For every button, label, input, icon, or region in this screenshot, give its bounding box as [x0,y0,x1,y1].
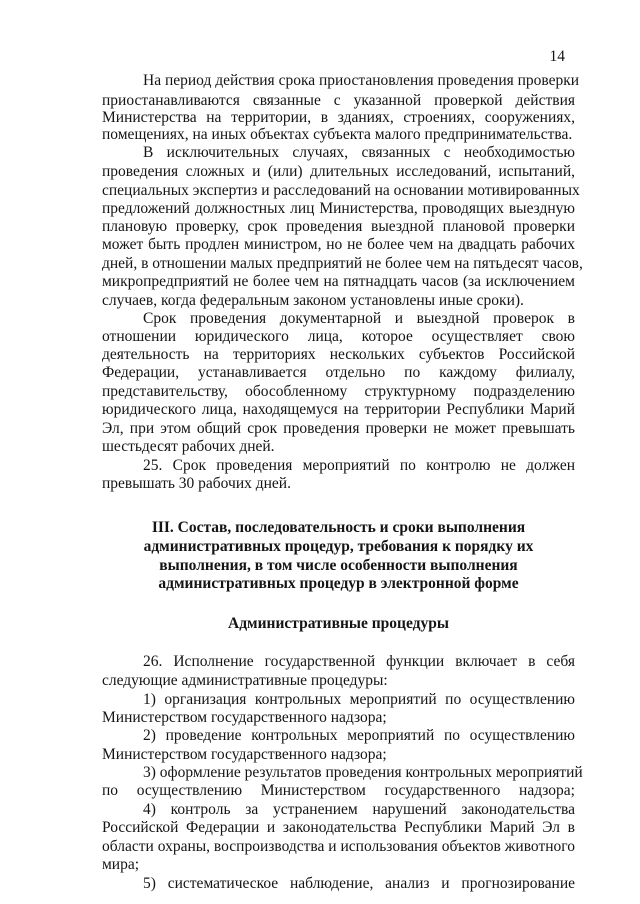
text-line: проведения сложных и (или) длительных исследований, испытаний, [102,163,575,180]
text-line: 3) оформление результатов проведения контрольных мероприятий [143,764,583,781]
text-line: представительству, обособленному структурному подразделению [102,383,575,400]
text-line: Российской Федерации и законодательства Республики Марий Эл в [102,819,575,836]
text-line: 26. Исполнение государственной функции включает в себя [143,653,575,670]
text-line: юридического лица, находящемуся на территории Республики Марий [102,401,575,418]
text-line: 4) контроль за устранением нарушений законодательства [143,801,575,818]
text-line: В исключительных случаях, связанных с необходимостью [143,144,575,161]
heading-line: III. Состав, последовательность и сроки выполнения [151,519,526,536]
text-line: превышать 30 рабочих дней. [102,475,291,492]
text-line: 1) организация контрольных мероприятий по осуществлению [143,691,575,708]
text-line: На период действия срока приостановления проведения проверки [143,72,580,89]
text-line: предложений должностных лиц Министерства, проводящих выездную [102,200,575,217]
text-line: деятельность на территориях нескольких субъектов Российской [102,346,575,363]
subheading: Административные процедуры [228,615,449,632]
text-line: следующие административные процедуры: [102,672,388,689]
text-line: Эл, при этом общий срок проведения проверки не может превышать [102,420,575,437]
heading-line: административных процедур, требования к порядку их [143,538,534,555]
text-line: по осуществлению Министерством государственного надзора; [102,782,575,799]
text-line: Министерством государственного надзора; [102,746,387,763]
text-line: дней, в отношении малых предприятий не более чем на пятьдесят часов, [102,255,583,272]
text-line: приостанавливаются связанные с указанной проверкой действия [102,92,575,109]
text-line: Министерства на территории, в зданиях, строениях, сооружениях, [102,109,575,126]
text-line: 25. Срок проведения мероприятий по контролю не должен [143,457,575,474]
heading-line: административных процедур в электронной форме [158,575,519,592]
text-line: области охраны, воспроизводства и использования объектов животного [102,838,575,855]
text-line: отношении юридического лица, которое осуществляет свою [102,328,575,345]
text-line: Срок проведения документарной и выездной проверок в [143,310,575,327]
text-line: шестьдесят рабочих дней. [102,438,275,455]
text-line: 2) проведение контрольных мероприятий по осуществлению [143,727,575,744]
text-line: специальных экспертиз и расследований на основании мотивированных [102,182,580,199]
text-line: случаев, когда федеральным законом установлены иные сроки). [102,292,524,309]
text-line: мира; [102,856,140,873]
text-line: 5) систематическое наблюдение, анализ и прогнозирование [143,875,575,892]
text-line: Министерством государственного надзора; [102,709,387,726]
text-line: может быть продлен министром, но не более чем на двадцать рабочих [102,236,575,253]
text-line: Федерации, устанавливается отдельно по каждому филиалу, [102,364,575,381]
text-line: плановую проверку, срок проведения выездной плановой проверки [102,218,575,235]
page-number: 14 [549,48,565,65]
text-line: микропредприятий не более чем на пятнадцать часов (за исключением [102,273,575,290]
text-line: помещениях, на иных объектах субъекта малого предпринимательства. [102,126,573,143]
heading-line: выполнения, в том числе особенности выполнения [159,557,518,574]
